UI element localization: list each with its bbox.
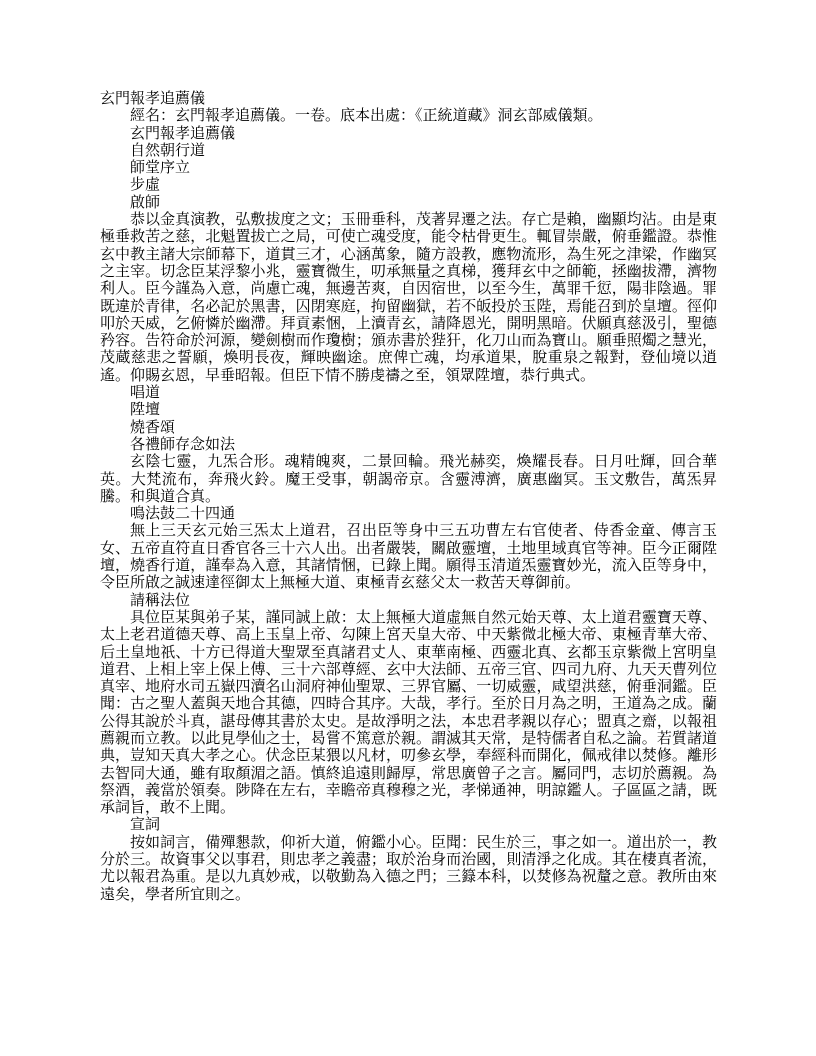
paragraph: 各禮師存念如法: [130, 434, 236, 453]
paragraph: 師堂序立: [130, 158, 191, 177]
paragraph: 恭以金真演教，弘敷拔度之文；玉冊垂科，茂著昇遷之法。存亡是賴，幽顯均沾。由是東極垂救苦之慈，北魁置拔亡之局，可使亡魂受度，能令枯骨更生。輒冒崇嚴，俯垂鑑證。恭惟玄中教主諸大宗師幕下，道貫三才，心涵萬象，隨方設教，應物流形，為生死之津梁，作幽冥之主宰。切念臣某浮黎小兆，靈寶微生，叨承無量之真梯，獲拜玄中之師範，拯幽拔滯，濟物利人。臣今謹為入意，尚慮亡魂，無邊苦爽，自因宿世，以至今生，萬罪千愆，陽非陰過。罪既違於青律，名必記於黑書，囚閉寒庭，拘留幽獄，若不皈投於玉陛，焉能召到於皇壇。徑仰叩於天威，乞俯憐於幽滯。拜貢素悃，上瀆青玄，請降恩光，開明黑暗。伏願真慈汲引，聖德矜容。告符命於河源，變劍樹而作瓊樹；頒赤書於狴犴，化刀山而為寶山。願垂照燭之慧光，茂蔵慈悲之誓願，煥明長夜，輝映幽途。庶俾亡魂，均承道果，脫重泉之報對，登仙境以逍遙。仰賜玄恩，早垂昭報。但臣下情不勝虔禱之至，領眾陞壇，恭行典式。: [100, 210, 717, 384]
paragraph: 按如詞言，備殫懇款，仰祈大道，俯鑑小心。臣聞：民生於三，事之如一。道出於一，教分於三。故資事父以事君，則忠孝之義盡；取於治身而治國，則清淨之化成。其在棲真者流，尤以報君為重。是以九真妙戒，以敬勤為入德之門；三籙本科，以焚修為祝釐之意。教所由來遠矣，學者所宜則之。: [100, 832, 717, 903]
paragraph: 燒香頌: [130, 417, 176, 436]
paragraph: 陞壇: [130, 400, 161, 419]
paragraph: 請稱法位: [130, 590, 191, 609]
paragraph: 唱道: [130, 383, 161, 402]
paragraph: 玄陰七靈，九炁合形。魂精魄爽，二景回輪。飛光赫奕，煥耀長春。日月吐輝，回合華英。大梵流布，奔飛火鈴。魔王受事，朝謁帝京。含靈溥濟，廣惠幽冥。玉文敷告，萬炁昇騰。和與道合真。: [100, 452, 717, 505]
document-title: 玄門報孝追薦儀: [100, 89, 206, 107]
paragraph: 啟師: [130, 192, 161, 211]
paragraph: 宣詞: [130, 815, 161, 834]
paragraph: 無上三天玄元始三炁太上道君，召出臣等身中三五功曹左右官使者、侍香金童、傳言玉女、五帝直符直日香官各三十六人出。出者嚴裝，關啟靈壇，土地里域真官等神。臣今正爾陞壇，燒香行道，謹奉為入意，其諸情悃，已錄上聞。願得玉清道炁靈寶妙光，流入臣等身中，令臣所啟之誠速達徑御太上無極大道、東極青玄慈父太一救苦天尊御前。: [100, 521, 717, 592]
paragraph: 自然朝行道: [130, 140, 206, 159]
paragraph: 經名：玄門報孝追薦儀。一卷。底本出處：《正統道藏》洞玄部威儀類。: [130, 106, 603, 125]
paragraph: 具位臣某與弟子某，謹同誠上啟：太上無極大道虛無自然元始天尊、太上道君靈寶天尊、太上老君道德天尊、高上玉皇上帝、勾陳上宮天皇大帝、中天紫微北極大帝、東極青華大帝、后土皇地祇、十方已得道大聖眾至真諸君丈人、東華南極、西靈北真、玄都玉京紫微上宮明皇道君、上相上宰上保上傅、三十六部尊經、玄中大法師、五帝三官、四司九府、九天天曹列位真宰、地府水司五嶽四瀆名山洞府神仙聖眾、三界官屬、一切威靈，咸望洪慈，俯垂洞鑑。臣聞：古之聖人蓋與天地合其德，四時合其序。大哉，孝行。至於日月為之明，王道為之成。蘭公得其說於斗真，諶母傳其書於太史。是故淨明之法，本忠君孝親以存心；盟真之齋，以報祖薦親而立教。以此見學仙之士，曷嘗不篤意於親。謂滅其天常，是特儒者自私之論。若質諸道典，豈知天真大孝之心。伏念臣某猥以凡材，叨參玄學，奉經科而開化，佩戒律以焚修。離形去智同大通，雖有取顏湄之語。慎終追遠則歸厚，常思廣曾子之言。屬同門，志切於薦親。為祭酒，義當於領奏。陟降在左右，幸瞻帝真穆穆之光，孝悌通神，明諒鑑人。子區區之請，既承詞旨，敢不上聞。: [100, 607, 717, 817]
paragraph: 玄門報孝追薦儀: [130, 123, 236, 142]
paragraph: 步虛: [130, 175, 161, 194]
paragraph: 鳴法鼓二十四通: [130, 504, 236, 523]
document-text-block: [100, 90, 717, 903]
